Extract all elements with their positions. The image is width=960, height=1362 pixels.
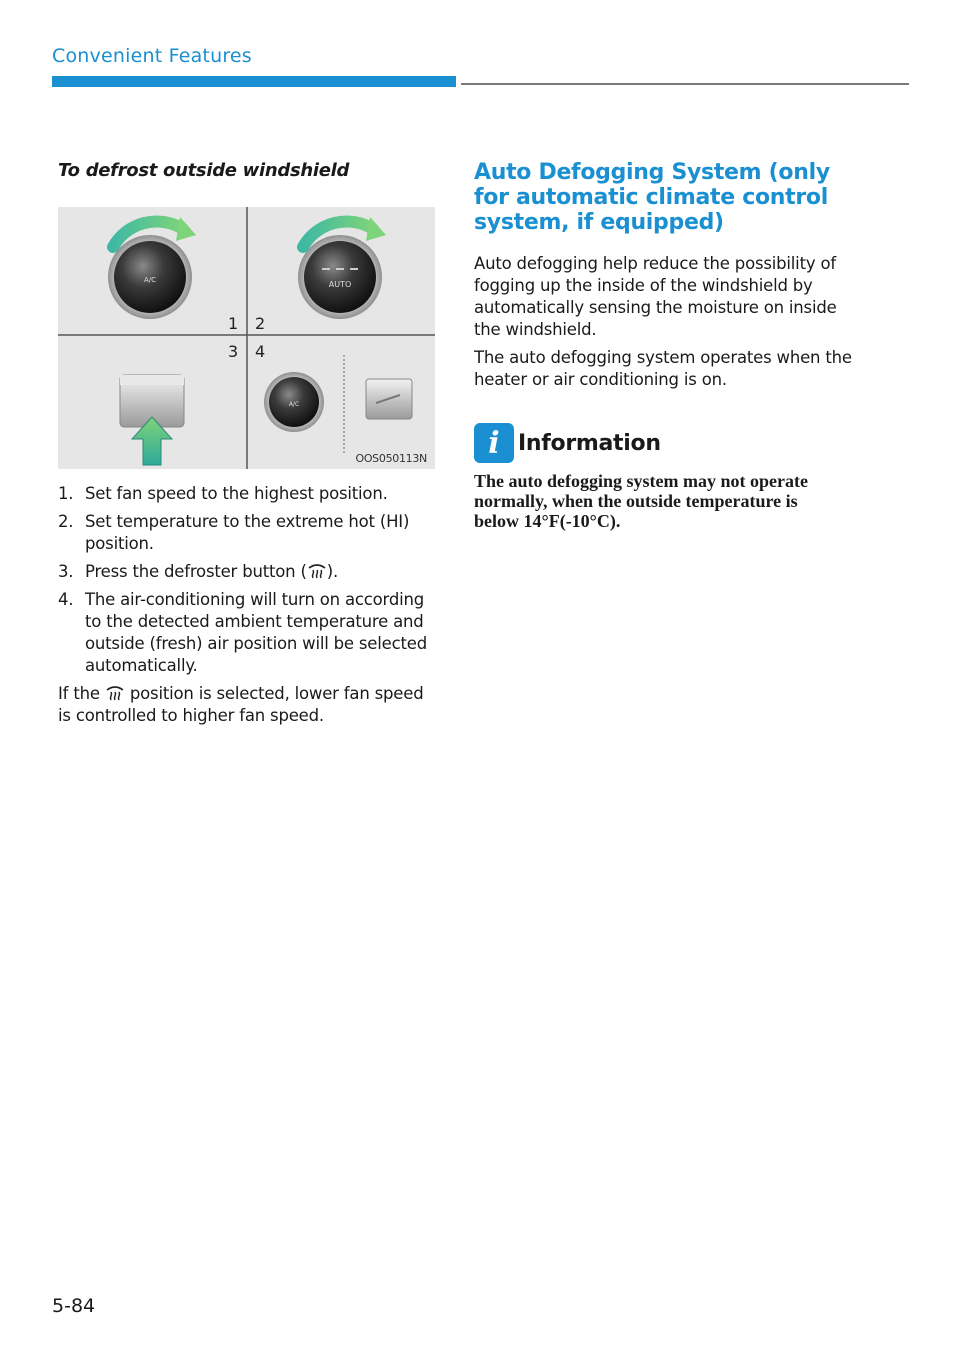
- information-header: [474, 423, 854, 463]
- section-title: Convenient Features: [52, 45, 252, 67]
- information-title: Information: [518, 430, 661, 456]
- header-rule: [461, 83, 909, 85]
- defrost-note: If the position is selected, lower fan speed is controlled to higher fan speed.: [58, 684, 424, 725]
- knob1-label: A/C: [143, 276, 157, 284]
- information-icon: i: [474, 423, 514, 463]
- panel-label-3: 3: [228, 342, 239, 361]
- list-item: 4. The air-conditioning will turn on according to the detected ambient temperature and outside (fresh) air position will be selected automatically.: [58, 590, 427, 675]
- auto-defogging-heading: Auto Defogging System (only for automatic climate control system, if equipped): [474, 160, 830, 235]
- figure-code: OOS050113N: [355, 452, 427, 465]
- temperature-knob: [298, 235, 382, 319]
- defrost-illustration-drawing: [58, 207, 435, 469]
- knob2-label: AUTO: [328, 280, 352, 289]
- list-item: 3. Press the defroster button ( ).: [58, 562, 338, 581]
- defrost-subheading: To defrost outside windshield: [58, 160, 350, 181]
- list-item: 1. Set fan speed to the highest position.: [58, 484, 388, 503]
- panel-label-2: 2: [255, 314, 266, 333]
- air-intake-button-illustration: [366, 379, 412, 419]
- panel-label-1: 1: [228, 314, 239, 333]
- defrost-illustration: [58, 207, 435, 469]
- steps-list: [58, 483, 438, 677]
- auto-defogging-paragraph-1: Auto defogging help reduce the possibility of fogging up the inside of the windshield by automatically sensing the moisture on inside the windshield.: [474, 254, 837, 339]
- left-column: [58, 160, 438, 727]
- page-number: 5-84: [52, 1295, 96, 1317]
- information-text: The auto defogging system may not operate normally, when the outside temperature is below 14°F(-10°C).: [474, 471, 808, 531]
- header-accent-bar: [52, 76, 456, 87]
- list-item: 2. Set temperature to the extreme hot (HI) position.: [58, 512, 410, 553]
- fan-speed-knob: [108, 235, 192, 319]
- panel-label-4: 4: [255, 342, 266, 361]
- ac-knob-small: [264, 372, 324, 432]
- auto-defogging-paragraph-2: The auto defogging system operates when the heater or air conditioning is on.: [474, 348, 852, 389]
- right-column: [474, 160, 854, 531]
- front-defrost-icon: [307, 562, 327, 580]
- knob3-label: A/C: [288, 401, 300, 408]
- front-defrost-icon: [105, 684, 125, 702]
